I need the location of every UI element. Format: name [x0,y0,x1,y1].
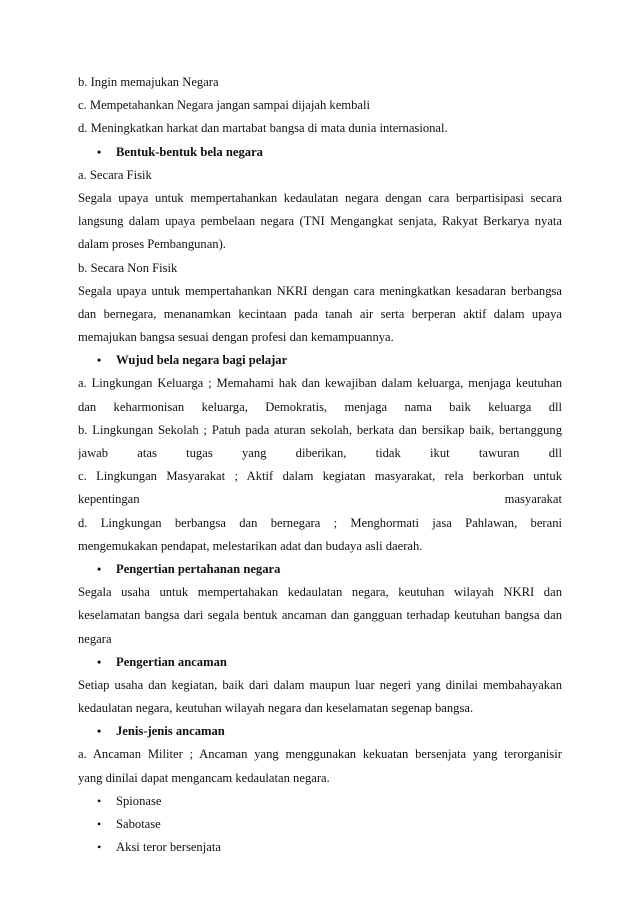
paragraph-line: c. Mempetahankan Negara jangan sampai dijajah kembali [78,98,370,113]
section-heading [78,558,562,581]
paragraph-line: negara [78,631,112,646]
paragraph-line: b. Secara Non Fisik [78,260,178,275]
section-heading-text: Wujud bela negara bagi pelajar [116,353,288,368]
paragraph-line: d. Lingkungan berbangsa dan bernegara ; Menghormati jasa Pahlawan, berani [78,515,562,530]
list-item-text: Spionase [116,793,162,808]
bullet-icon: • [97,817,102,831]
list-item [78,813,562,836]
paragraph-line: yang dinilai dapat mengancam kedaulatan negara. [78,770,330,785]
paragraph-line: Setiap usaha dan kegiatan, baik dari dalam maupun luar negeri yang dinilai membahayakan [78,677,562,692]
bullet-icon: • [97,724,102,739]
paragraph-line: keselamatan bangsa dari segala bentuk ancaman dan gangguan terhadap keutuhan bangsa dan [78,608,562,623]
section-heading [78,141,562,164]
bullet-icon: • [97,654,102,669]
bullet-icon: • [97,561,102,576]
bullet-icon: • [97,840,102,855]
paragraph-line: a. Secara Fisik [78,167,152,182]
section-heading-text: Pengertian pertahanan negara [116,561,281,576]
list-item-text: Sabotase [116,817,161,831]
paragraph-line: kepentingan masyarakat [78,492,562,507]
bullet-icon: • [97,353,102,368]
list-item-text: Aksi teror bersenjata [116,840,221,855]
paragraph-line: mengemukakan pendapat, melestarikan adat dan budaya asli daerah. [78,538,423,553]
bullet-icon: • [97,793,102,808]
paragraph-line: memajukan bangsa sesuai dengan profesi dan kemampuannya. [78,330,394,345]
section-heading-text: Pengertian ancaman [116,654,227,669]
paragraph-line: dan bernegara, menanamkan kecintaan pada tanah air serta berperan aktif dalam upaya [78,306,562,321]
section-heading-text: Jenis-jenis ancaman [116,724,225,739]
document-page [78,71,562,859]
paragraph-line: dalam proses Pembangunan). [78,237,226,252]
section-heading [78,720,562,743]
paragraph-line: langsung dalam upaya pembelaan negara (TNI Mengangkat senjata, Rakyat Berkarya nyata [78,214,562,229]
paragraph-line: kedaulatan negara, keutuhan wilayah negara dan keselamatan segenap bangsa. [78,701,474,716]
paragraph-line: Segala usaha untuk mempertahakan kedaulatan negara, keutuhan wilayah NKRI dan [78,585,562,600]
section-heading [78,651,562,674]
paragraph-line: dan keharmonisan keluarga, Demokratis, menjaga nama baik keluarga dll [78,399,562,414]
bullet-icon: • [97,144,102,159]
paragraph-line: b. Lingkungan Sekolah ; Patuh pada aturan sekolah, berkata dan bersikap baik, bertanggung [78,422,562,437]
paragraph-line: jawab atas tugas yang diberikan, tidak ikut tawuran dll [78,446,562,460]
section-heading [78,349,562,372]
section-heading-text: Bentuk-bentuk bela negara [116,144,263,159]
paragraph-line: d. Meningkatkan harkat dan martabat bangsa di mata dunia internasional. [78,121,448,136]
paragraph-line: Segala upaya untuk mempertahankan NKRI dengan cara meningkatkan kesadaran berbangsa [78,283,562,298]
list-item [78,836,562,859]
paragraph-line: c. Lingkungan Masyarakat ; Aktif dalam kegiatan masyarakat, rela berkorban untuk [78,469,562,484]
paragraph-line: b. Ingin memajukan Negara [78,75,219,89]
list-item [78,790,562,813]
paragraph-line: a. Ancaman Militer ; Ancaman yang menggunakan kekuatan bersenjata yang terorganisir [78,747,562,762]
paragraph-line: a. Lingkungan Keluarga ; Memahami hak dan kewajiban dalam keluarga, menjaga keutuhan [78,376,562,391]
paragraph-line: Segala upaya untuk mempertahankan kedaulatan negara dengan cara berpartisipasi secara [78,190,562,205]
